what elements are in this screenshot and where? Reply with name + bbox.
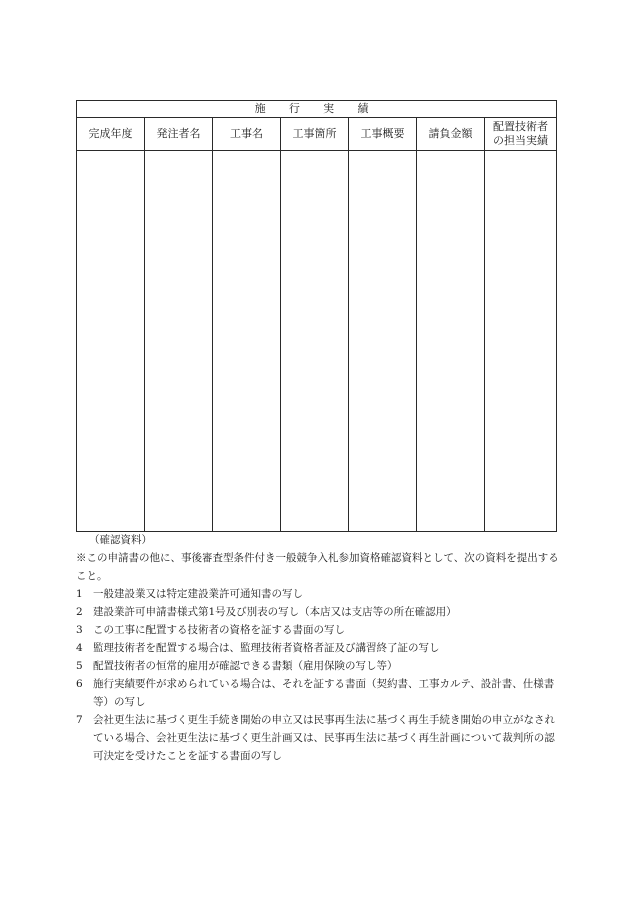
- item-text: 一般建設業又は特定建設業許可通知書の写し: [93, 588, 303, 600]
- item-number: 5: [76, 660, 83, 672]
- item-text: 会社更生法に基づく更生手続き開始の申立又は民事再生法に基づく再生手続き開始の申立がなされている場合、会社更生法に基づく更生計画又は、民事再生法に基づく再生計画について裁判所の認可決定を受けたことを証する書面の写し: [93, 714, 555, 762]
- item-text: 施行実績要件が求められている場合は、それを証する書面（契約書、工事カルテ、設計書、仕様書等）の写し: [93, 678, 555, 708]
- list-item: [76, 657, 562, 675]
- list-item: [76, 585, 562, 603]
- intro-text: ※この申請書の他に、事後審査型条件付き一般競争入札参加資格確認資料として、次の資料を提出すること。: [76, 552, 559, 582]
- item-text: この工事に配置する技術者の資格を証する書面の写し: [93, 624, 345, 636]
- table-cell: [485, 151, 557, 532]
- column-header-contract-amount: 請負金額: [417, 118, 485, 151]
- construction-record-table: [76, 100, 557, 532]
- list-item: [76, 621, 562, 639]
- list-item: [76, 711, 562, 765]
- item-number: 7: [76, 714, 83, 726]
- confirmation-materials-section: [76, 531, 562, 765]
- item-number: 1: [76, 588, 83, 600]
- item-text: 監理技術者を配置する場合は、監理技術者資格者証及び講習終了証の写し: [93, 642, 440, 654]
- column-header-completion-year: 完成年度: [77, 118, 145, 151]
- table-title-row: [77, 101, 557, 118]
- list-item: [76, 603, 562, 621]
- list-item: [76, 675, 562, 711]
- column-header-engineer-record: 配置技術者 の担当実績: [485, 118, 557, 151]
- column-header-project-summary: 工事概要: [349, 118, 417, 151]
- item-number: 3: [76, 624, 83, 636]
- table-header-row: [77, 118, 557, 151]
- column-header-project-location: 工事箇所: [281, 118, 349, 151]
- item-text: 配置技術者の恒常的雇用が確認できる書類（雇用保険の写し等）: [93, 660, 398, 672]
- table-cell: [281, 151, 349, 532]
- list-item: [76, 639, 562, 657]
- table-body-row: [77, 151, 557, 532]
- column-header-client-name: 発注者名: [145, 118, 213, 151]
- table-cell: [213, 151, 281, 532]
- item-number: 4: [76, 642, 83, 654]
- table-cell: [77, 151, 145, 532]
- table-cell: [349, 151, 417, 532]
- table-cell: [145, 151, 213, 532]
- table-cell: [417, 151, 485, 532]
- table-title: 施 行 実 績: [77, 101, 557, 118]
- item-number: 6: [76, 678, 83, 690]
- item-number: 2: [76, 606, 83, 618]
- item-text: 建設業許可申請書様式第1号及び別表の写し（本店又は支店等の所在確認用）: [93, 606, 457, 618]
- section-label: （確認資料）: [89, 534, 152, 546]
- column-header-project-name: 工事名: [213, 118, 281, 151]
